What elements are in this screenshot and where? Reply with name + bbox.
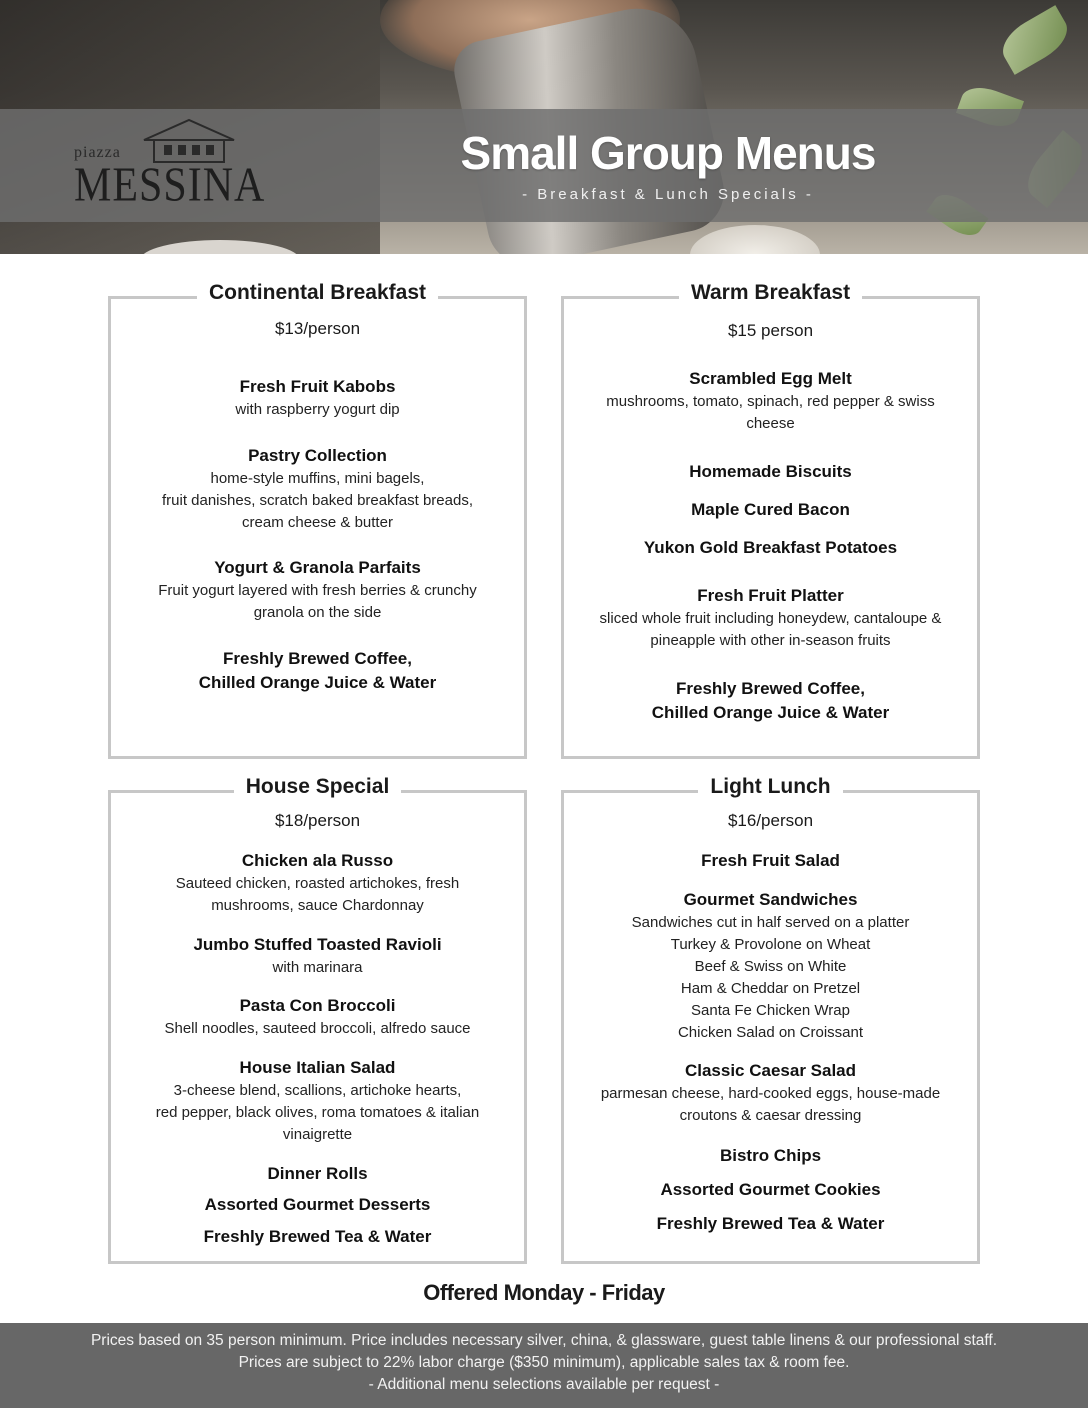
card-price: $16/person xyxy=(727,811,814,830)
menu-item xyxy=(111,375,524,421)
menu-item xyxy=(564,498,977,522)
item-name: Assorted Gourmet Desserts xyxy=(204,1195,431,1214)
menu-item xyxy=(111,556,524,624)
item-name: Jumbo Stuffed Toasted Ravioli xyxy=(193,935,442,954)
menu-item xyxy=(111,1193,524,1217)
leaf-image xyxy=(995,5,1076,75)
menu-item xyxy=(111,1225,524,1249)
coffee-cup-image xyxy=(690,225,820,254)
item-description: Beef & Swiss on White xyxy=(694,958,847,975)
menu-item xyxy=(111,647,524,695)
item-description: sliced whole fruit including honeydew, cantaloupe & xyxy=(599,610,942,627)
availability-note: Offered Monday - Friday xyxy=(423,1280,665,1305)
logo-small-text: piazza xyxy=(74,144,121,161)
item-description: pineapple with other in-season fruits xyxy=(650,632,891,649)
item-name: Pasta Con Broccoli xyxy=(239,996,396,1015)
page-subtitle: - Breakfast & Lunch Specials - xyxy=(522,186,814,203)
menu-item xyxy=(564,849,977,873)
item-description: Shell noodles, sauteed broccoli, alfredo sauce xyxy=(164,1020,471,1037)
page-title: Small Group Menus xyxy=(460,127,876,179)
item-description: mushrooms, tomato, spinach, red pepper & swiss xyxy=(606,393,935,410)
item-name: Scrambled Egg Melt xyxy=(689,369,852,388)
item-name: Homemade Biscuits xyxy=(689,462,852,481)
menu-item xyxy=(564,367,977,435)
item-name: Gourmet Sandwiches xyxy=(683,890,858,909)
menu-item xyxy=(564,1144,977,1168)
item-description: mushrooms, sauce Chardonnay xyxy=(211,897,424,914)
item-name: Yogurt & Granola Parfaits xyxy=(214,558,421,577)
menu-item xyxy=(564,888,977,1044)
item-description: Ham & Cheddar on Pretzel xyxy=(680,980,861,997)
item-name: Chicken ala Russo xyxy=(241,851,394,870)
item-name: Classic Caesar Salad xyxy=(684,1061,857,1080)
menu-item xyxy=(564,677,977,725)
menu-item xyxy=(564,536,977,560)
item-name: Fresh Fruit Platter xyxy=(697,586,844,605)
item-name: Bistro Chips xyxy=(719,1146,822,1165)
item-description: parmesan cheese, hard-cooked eggs, house-made xyxy=(600,1085,941,1102)
item-description: Sandwiches cut in half served on a platter xyxy=(631,914,910,931)
card-price: $18/person xyxy=(274,811,361,830)
item-name: Assorted Gourmet Cookies xyxy=(660,1180,881,1199)
menu-item xyxy=(564,584,977,652)
menu-item xyxy=(564,1178,977,1202)
item-name: Freshly Brewed Coffee, xyxy=(676,679,865,698)
item-name: Chilled Orange Juice & Water xyxy=(651,703,890,722)
item-description: Chicken Salad on Croissant xyxy=(677,1024,864,1041)
menu-item xyxy=(111,444,524,534)
item-name: Dinner Rolls xyxy=(267,1164,368,1183)
item-description: vinaigrette xyxy=(282,1126,353,1143)
card-title: Warm Breakfast xyxy=(679,281,862,304)
item-name: Pastry Collection xyxy=(248,446,387,465)
item-name: Chilled Orange Juice & Water xyxy=(198,673,437,692)
card-title: Continental Breakfast xyxy=(197,281,438,304)
continental-breakfast-card xyxy=(108,281,527,759)
menu-item xyxy=(564,460,977,484)
footer-line: Prices based on 35 person minimum. Price includes necessary silver, china, & glassware, guest table linens & our professional staff. xyxy=(90,1332,998,1349)
item-description: cream cheese & butter xyxy=(242,514,393,531)
logo-big-text: MESSINA xyxy=(74,159,266,213)
menu-item xyxy=(111,994,524,1040)
item-name: Freshly Brewed Tea & Water xyxy=(203,1227,432,1246)
menu-item xyxy=(111,849,524,917)
item-description: with marinara xyxy=(272,959,363,976)
item-description: with raspberry yogurt dip xyxy=(235,401,400,418)
item-name: Yukon Gold Breakfast Potatoes xyxy=(643,538,898,557)
item-name: Freshly Brewed Coffee, xyxy=(223,649,412,668)
menu-item xyxy=(111,1056,524,1146)
house-special-card xyxy=(108,775,527,1264)
item-description: Turkey & Provolone on Wheat xyxy=(670,936,871,953)
item-description: 3-cheese blend, scallions, artichoke hearts, xyxy=(173,1082,462,1099)
card-title: House Special xyxy=(234,775,402,798)
item-name: House Italian Salad xyxy=(239,1058,396,1077)
item-description: cheese xyxy=(746,415,795,432)
menu-item xyxy=(564,1059,977,1127)
item-description: granola on the side xyxy=(253,604,382,621)
item-description: croutons & caesar dressing xyxy=(679,1107,862,1124)
item-name: Fresh Fruit Salad xyxy=(701,851,840,870)
item-name: Fresh Fruit Kabobs xyxy=(239,377,396,396)
card-title: Light Lunch xyxy=(698,775,842,798)
footer-line: Prices are subject to 22% labor charge ($350 minimum), applicable sales tax & room fee. xyxy=(238,1354,850,1371)
item-description: Sauteed chicken, roasted artichokes, fresh xyxy=(175,875,460,892)
item-description: fruit danishes, scratch baked breakfast breads, xyxy=(161,492,473,509)
item-name: Freshly Brewed Tea & Water xyxy=(656,1214,885,1233)
warm-breakfast-card xyxy=(561,281,980,759)
card-price: $13/person xyxy=(274,319,361,338)
menu-item xyxy=(111,1162,524,1186)
menu-item xyxy=(111,933,524,979)
card-price: $15 person xyxy=(727,321,814,340)
item-name: Maple Cured Bacon xyxy=(691,500,850,519)
menu-item xyxy=(564,1212,977,1236)
piazza-messina-logo xyxy=(74,118,266,214)
light-lunch-card xyxy=(561,775,980,1264)
footer-bar xyxy=(0,1323,1088,1408)
item-description: home-style muffins, mini bagels, xyxy=(210,470,425,487)
item-description: Santa Fe Chicken Wrap xyxy=(691,1002,850,1019)
item-description: red pepper, black olives, roma tomatoes & italian xyxy=(155,1104,480,1121)
item-description: Fruit yogurt layered with fresh berries & crunchy xyxy=(158,582,477,599)
footer-line: - Additional menu selections available per request - xyxy=(368,1376,720,1393)
